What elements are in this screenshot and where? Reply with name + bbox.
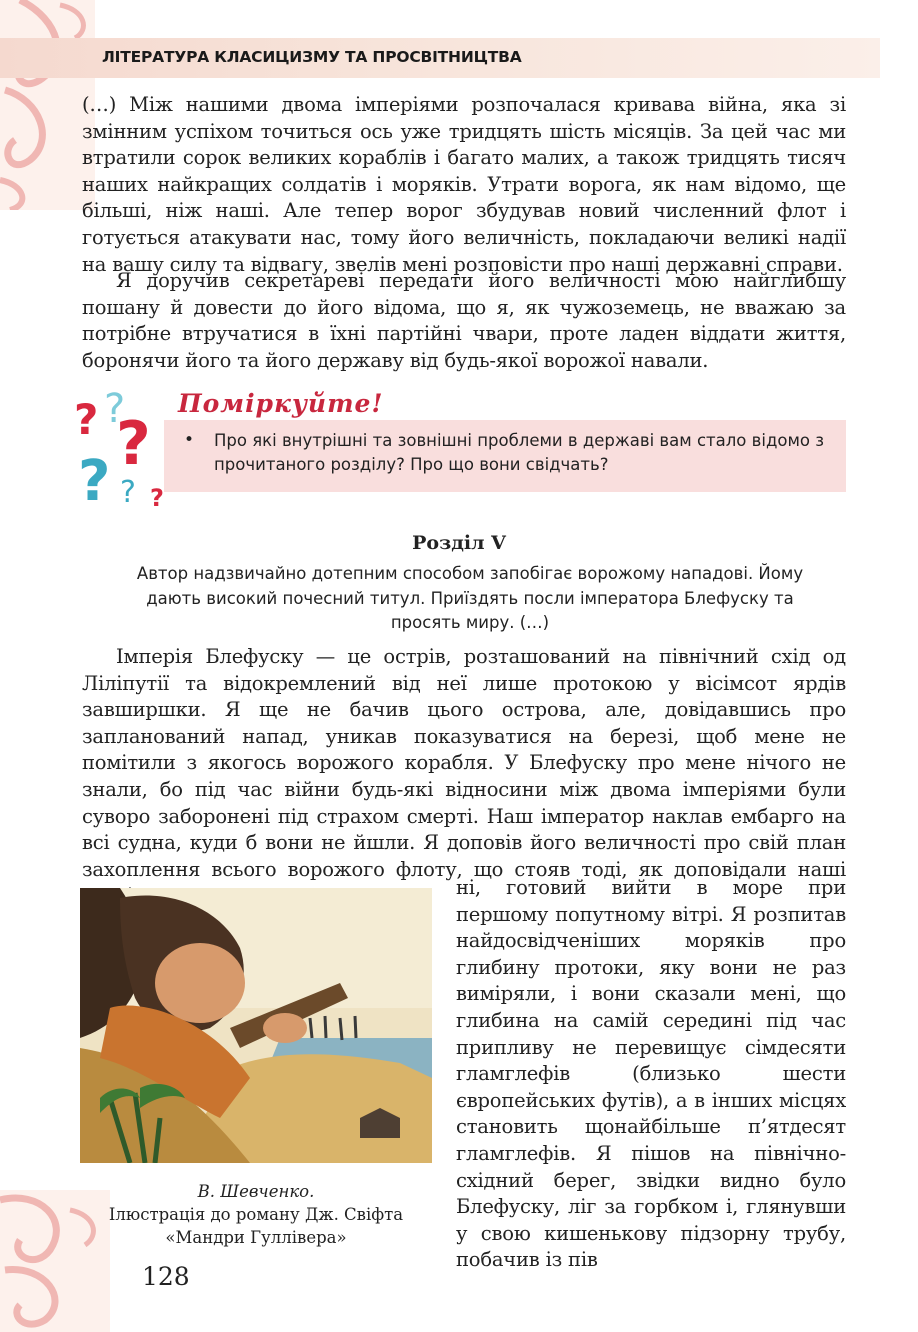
svg-text:?: ? [78, 449, 111, 512]
illustration-caption [80, 1180, 432, 1249]
caption-text: Ілюстрація до роману Дж. Свіфта «Мандри Гуллівера» [108, 1205, 404, 1247]
running-header: ЛІТЕРАТУРА КЛАСИЦИЗМУ ТА ПРОСВІТНИЦТВА [102, 48, 522, 66]
svg-text:?: ? [74, 395, 99, 444]
think-question: Про які внутрішні та зовнішні проблеми в державі вам стало відомо з прочитаного розділу? Про що вони свідчать? [214, 431, 825, 474]
gulliver-illustration [80, 888, 432, 1163]
section-title: Розділ V [412, 532, 506, 554]
think-heading: Поміркуйте! [178, 389, 384, 418]
paragraph-3: Імперія Блефуску — це острів, розташований на північний схід од Ліліпутії та відокремлений від неї лише протокою у вісімсот ярдів завширшки. Я ще не бачив цього острова, але, довідавшись про запланований напад, уникав показуватися на березі, щоб мене не помітили з якогось ворожого корабля. У Блефуску про мене нічого не знали, бо під час війни будь-які відносини між двома імперіями були суворо заборонені під страхом смерті. Наш імператор наклав ембарго на всі судна, куди б вони не йшли. Я доповів його величності про свій план захоплення всього ворожого флоту, що стояв тоді, як доповідали наші [82, 645, 846, 881]
page-number: 128 [142, 1262, 190, 1291]
svg-text:?: ? [116, 409, 151, 479]
svg-text:?: ? [150, 484, 164, 512]
paragraph-2: Я доручив секретареві передати його величності мою найглибшу пошану й довести до його відома, що я, як чужоземець, не вважаю за потрібне втручатися в їхні партійні чвари, проте ладен віддати життя, боронячи його та його державу від будь-якої ворожої навали. [82, 269, 846, 372]
corner-ornament-top [0, 0, 95, 210]
paragraph-4: ні, готовий вийти в море при першому попутному вітрі. Я розпитав найдосвідченіших моряків про глибину протоки, яку вони не раз виміряли, і вони сказали мені, що глибина на самій середині під час припливу не перевищує сімдесяти гламглефів (близько шести європейських футів), а в інших місцях становить щонайбільше п’ятдесят гламглефів. Я пішов на північно-східний берег, звідки видно було Блефуску, ліг за горбком і, глянувши у свою кишенькову підзорну трубу, побачив із пів [456, 876, 846, 1272]
question-marks-icon [74, 382, 174, 512]
section-subtitle: Автор надзвичайно дотепним способом запобігає ворожому нападові. Йому дають високий почесний титул. Приїздять посли імператора Блефуску та просять миру. (…) [136, 564, 804, 632]
svg-text:?: ? [120, 475, 136, 510]
bullet-marker: • [184, 430, 195, 450]
caption-author: В. Шевченко. [197, 1182, 315, 1201]
paragraph-1: (…) Між нашими двома імперіями розпочалася кривава війна, яка зі змінним успіхом точиться ось уже тридцять шість місяців. За цей час ми втратили сорок великих кораблів і багато малих, а також тридцять тисяч наших найкращих солдатів і моряків. Утрати ворога, як нам відомо, ще більші, ніж наші. Але тепер ворог збудував новий численний флот і готується атакувати нас, тому його величність, покладаючи великі надії на вашу силу та відвагу, звелів мені розповісти про наші державні справи. [82, 93, 846, 276]
svg-text:?: ? [104, 386, 126, 432]
